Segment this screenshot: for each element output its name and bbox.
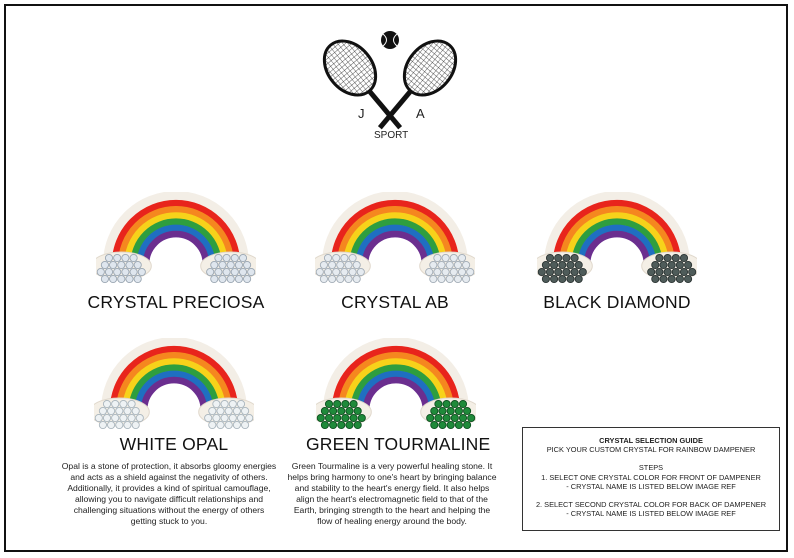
guide-step-1: 1. SELECT ONE CRYSTAL COLOR FOR FRONT OF DAMPENER [541, 472, 761, 482]
crystal-name: GREEN TOURMALINE [306, 434, 491, 454]
crystal-cloud [421, 398, 476, 429]
crystal-cloud [537, 252, 592, 283]
guide-step-1-note: - CRYSTAL NAME IS LISTED BELOW IMAGE REF [566, 481, 736, 491]
logo-text: SPORT [374, 130, 409, 141]
logo-letter-a: A [416, 106, 425, 121]
crystal-cloud [201, 252, 256, 283]
crystal-cloud [96, 252, 151, 283]
rainbow-dampener-image [96, 192, 256, 284]
guide-steps-label: STEPS [638, 463, 664, 473]
guide-step-2: 2. SELECT SECOND CRYSTAL COLOR FOR BACK OF DAMPENER [535, 500, 767, 510]
rainbow-dampener-image [316, 338, 476, 430]
ja-sport-logo [312, 26, 468, 148]
crystal-name: CRYSTAL PRECIOSA [87, 292, 265, 312]
logo-letter-j: J [358, 106, 365, 121]
crystal-name: WHITE OPAL [119, 434, 229, 454]
rainbow-dampener-image [537, 192, 697, 284]
green-tourmaline-description: Green Tourmaline is a very powerful healing stone. It helps bring harmony to one's heart by bringing balance and stability to the heart's energy field. It also helps align the heart's electromagnetic field to that of the Earth, bringing strength to the heart and helping the flow of healing energy around the body. [287, 461, 497, 526]
guide-title: CRYSTAL SELECTION GUIDE [599, 436, 703, 445]
rainbow-dampener-image [94, 338, 254, 430]
white-opal-description: Opal is a stone of protection, it absorbs gloomy energies and acts as a shield against the negativity of others. Additionally, it provides a kind of spiritual camouflage, allowing you to navigate difficult relationships and challenging situations without the energy of others getting stuck to you. [61, 461, 277, 526]
crystal-cloud [315, 252, 370, 283]
crystal-card-preciosa[interactable] [86, 192, 266, 313]
crystal-cloud [642, 252, 697, 283]
crystal-cloud [199, 398, 254, 429]
crystal-cloud [316, 398, 371, 429]
crystal-cloud [420, 252, 475, 283]
crystal-name: BLACK DIAMOND [543, 292, 691, 312]
crystal-card-black-diamond[interactable] [527, 192, 707, 313]
crystal-card-green-tourmaline[interactable] [306, 338, 491, 455]
guide-step-2-note: - CRYSTAL NAME IS LISTED BELOW IMAGE REF [566, 509, 736, 519]
crystal-card-white-opal[interactable] [84, 338, 264, 455]
crystal-selection-guide [522, 427, 780, 531]
crystal-card-ab[interactable] [305, 192, 485, 313]
rainbow-dampener-image [315, 192, 475, 284]
crystal-name: CRYSTAL AB [341, 292, 449, 312]
guide-subtitle: PICK YOUR CUSTOM CRYSTAL FOR RAINBOW DAMPENER [546, 445, 756, 455]
crystal-cloud [94, 398, 149, 429]
